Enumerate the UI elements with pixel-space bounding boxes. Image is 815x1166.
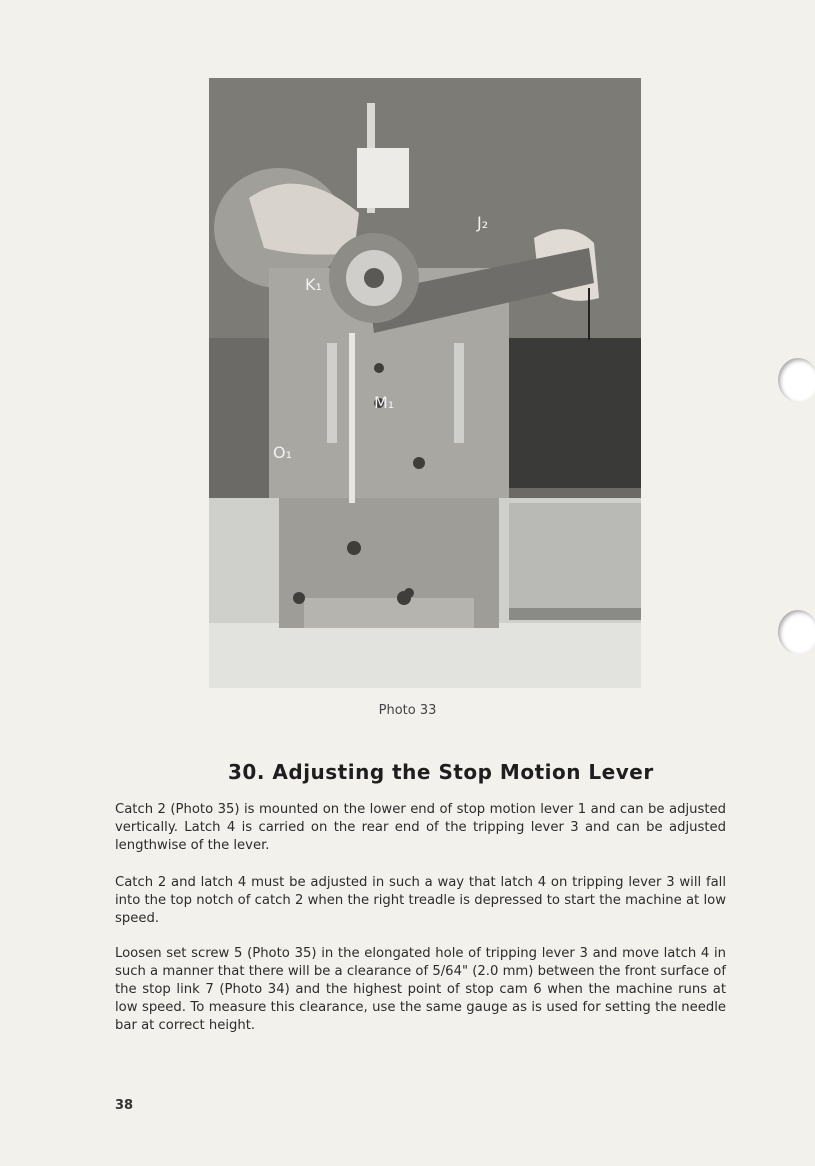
section-heading: 30. Adjusting the Stop Motion Lever bbox=[228, 760, 654, 784]
paragraph-2: Catch 2 and latch 4 must be adjusted in such a way that latch 4 on tripping lever 3 will fall into the top notch of catch 2 when the right treadle is depressed to start the machine at low speed. bbox=[115, 875, 726, 926]
machine-illustration bbox=[209, 78, 641, 688]
paragraph-3: Loosen set screw 5 (Photo 35) in the elongated hole of tripping lever 3 and move latch 4 in such a manner that there will be a clearance of 5/64" (2.0 mm) between the front surface of the stop link 7 (Photo 34) and the highest point of stop cam 6 when the machine runs at low speed. To measure this clearance, use the same gauge as is used for setting the needle bar at correct height. bbox=[115, 946, 726, 1033]
punch-hole-top bbox=[778, 358, 815, 402]
label-o1: O₁ bbox=[273, 443, 293, 462]
page-number: 38 bbox=[115, 1098, 134, 1113]
punch-hole-bottom bbox=[778, 610, 815, 654]
label-m1: M₁ bbox=[374, 393, 395, 412]
photo-caption: Photo 33 bbox=[378, 703, 437, 718]
machine-photo bbox=[209, 78, 641, 688]
paragraph-1: Catch 2 (Photo 35) is mounted on the lower end of stop motion lever 1 and can be adjusted vertically. Latch 4 is carried on the rear end of the tripping lever 3 and can be adjusted lengthwise of the lever. bbox=[115, 802, 726, 853]
label-k1: K₁ bbox=[305, 275, 322, 294]
label-j2: J₂ bbox=[477, 213, 489, 232]
